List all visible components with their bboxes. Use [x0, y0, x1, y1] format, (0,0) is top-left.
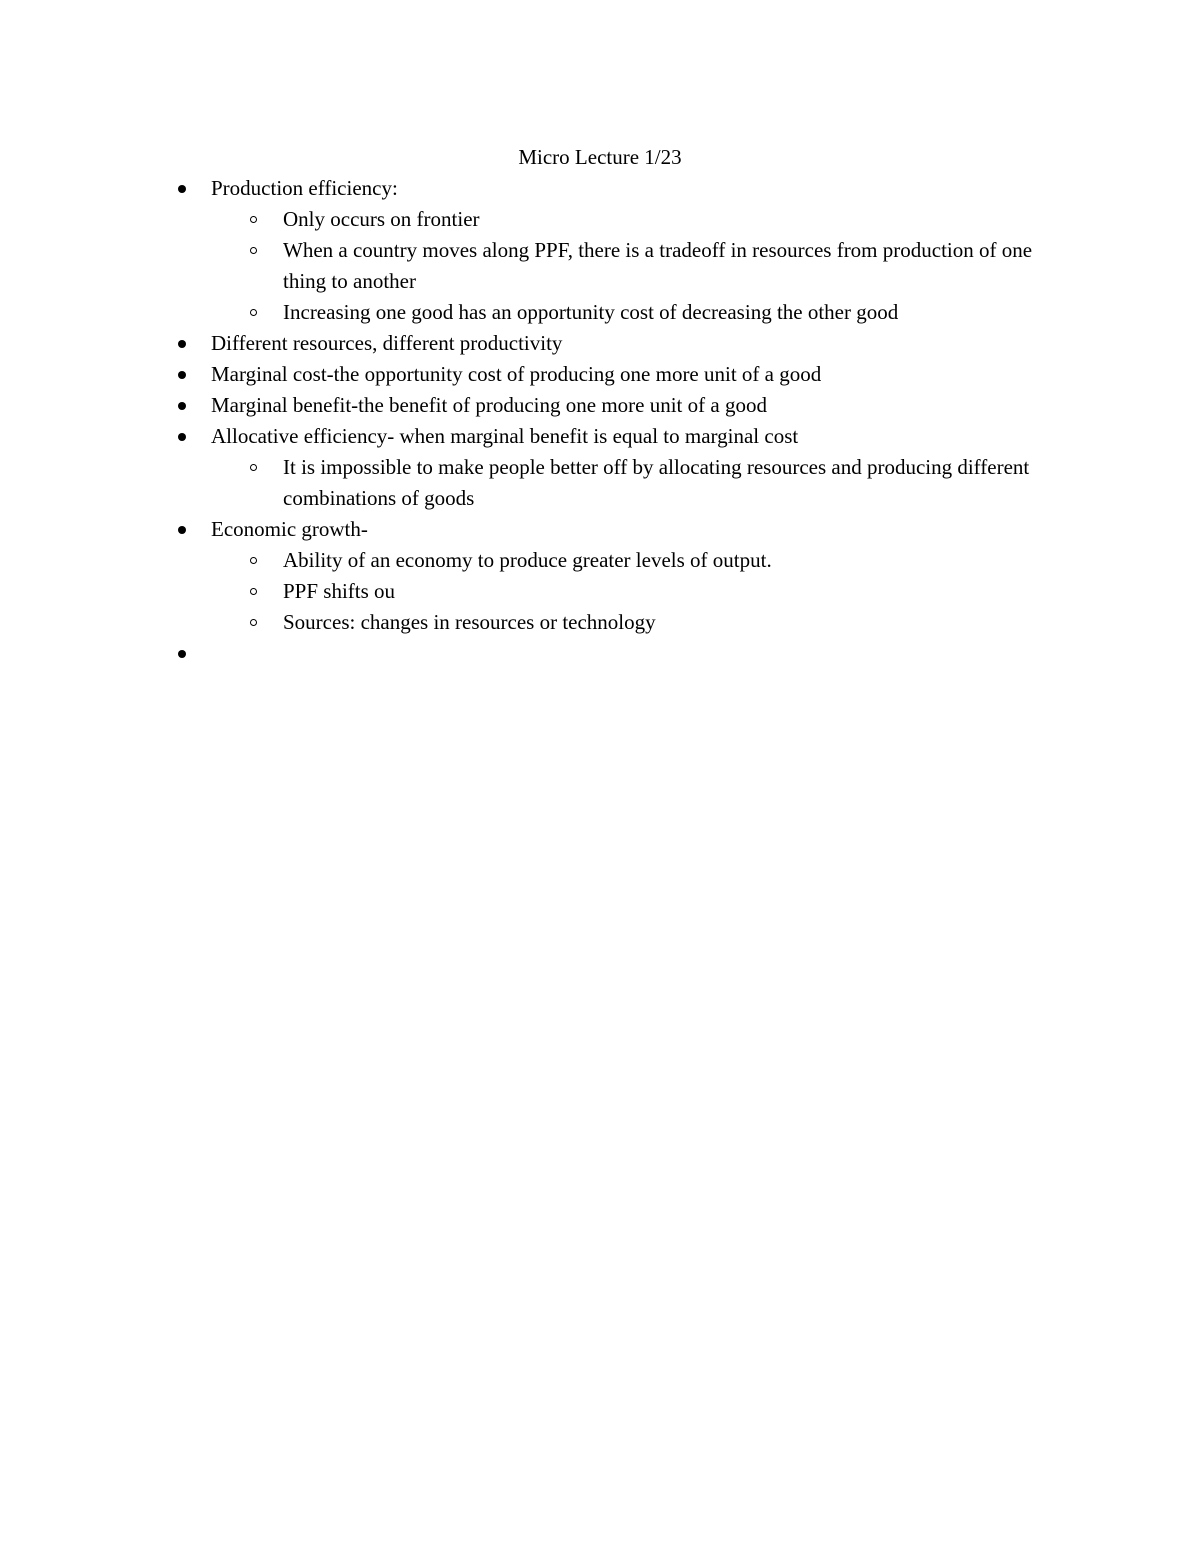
filled-circle-bullet-icon — [178, 390, 186, 421]
hollow-circle-bullet-icon — [250, 297, 257, 328]
list-item-text: Allocative efficiency- when marginal benefit is equal to marginal cost — [211, 424, 799, 448]
hollow-circle-bullet-icon — [250, 607, 257, 638]
list-item — [0, 328, 1091, 359]
hollow-circle-bullet-icon — [250, 576, 257, 607]
page-title: Micro Lecture 1/23 — [518, 145, 682, 169]
filled-circle-bullet-icon — [178, 173, 186, 204]
sub-list-item — [0, 235, 1073, 297]
list-item-text: Marginal benefit-the benefit of producing one more unit of a good — [211, 393, 767, 417]
list-item-text: Production efficiency: — [211, 176, 398, 200]
hollow-circle-bullet-icon — [250, 452, 257, 483]
list-item-text: Economic growth- — [211, 517, 368, 541]
lecture-outline — [0, 173, 1200, 638]
hollow-circle-bullet-icon — [250, 235, 257, 266]
sub-list-item — [0, 545, 1073, 576]
list-item-text: Different resources, different productivity — [211, 331, 563, 355]
filled-circle-bullet-icon — [178, 514, 186, 545]
list-item — [0, 421, 1091, 452]
sub-list-item-text: Only occurs on frontier — [283, 207, 480, 231]
sub-list-item — [0, 576, 1073, 607]
list-item-text: Marginal cost-the opportunity cost of producing one more unit of a good — [211, 362, 822, 386]
sub-list-item — [0, 204, 1073, 235]
sub-list-item — [0, 297, 1073, 328]
list-item — [0, 359, 1091, 390]
filled-circle-bullet-icon — [178, 421, 186, 452]
sub-list-item-text: Increasing one good has an opportunity cost of decreasing the other good — [283, 300, 899, 324]
sub-list-item-text: When a country moves along PPF, there is a tradeoff in resources from production of one thing to another — [283, 238, 1033, 293]
filled-circle-bullet-icon — [178, 359, 186, 390]
list-item — [0, 390, 1091, 421]
sub-list-item — [0, 607, 1073, 638]
list-item — [0, 173, 1091, 204]
sub-list-item-text: PPF shifts ou — [283, 579, 396, 603]
hollow-circle-bullet-icon — [250, 545, 257, 576]
sub-list-item — [0, 452, 1073, 514]
filled-circle-bullet-icon — [178, 328, 186, 359]
list-item — [0, 514, 1091, 545]
filled-circle-bullet-icon — [178, 638, 186, 669]
sub-list-item-text: Sources: changes in resources or technology — [283, 610, 656, 634]
sub-list-item-text: It is impossible to make people better off by allocating resources and producing different combinations of goods — [283, 455, 1030, 510]
sub-list-item-text: Ability of an economy to produce greater levels of output. — [283, 548, 772, 572]
hollow-circle-bullet-icon — [250, 204, 257, 235]
